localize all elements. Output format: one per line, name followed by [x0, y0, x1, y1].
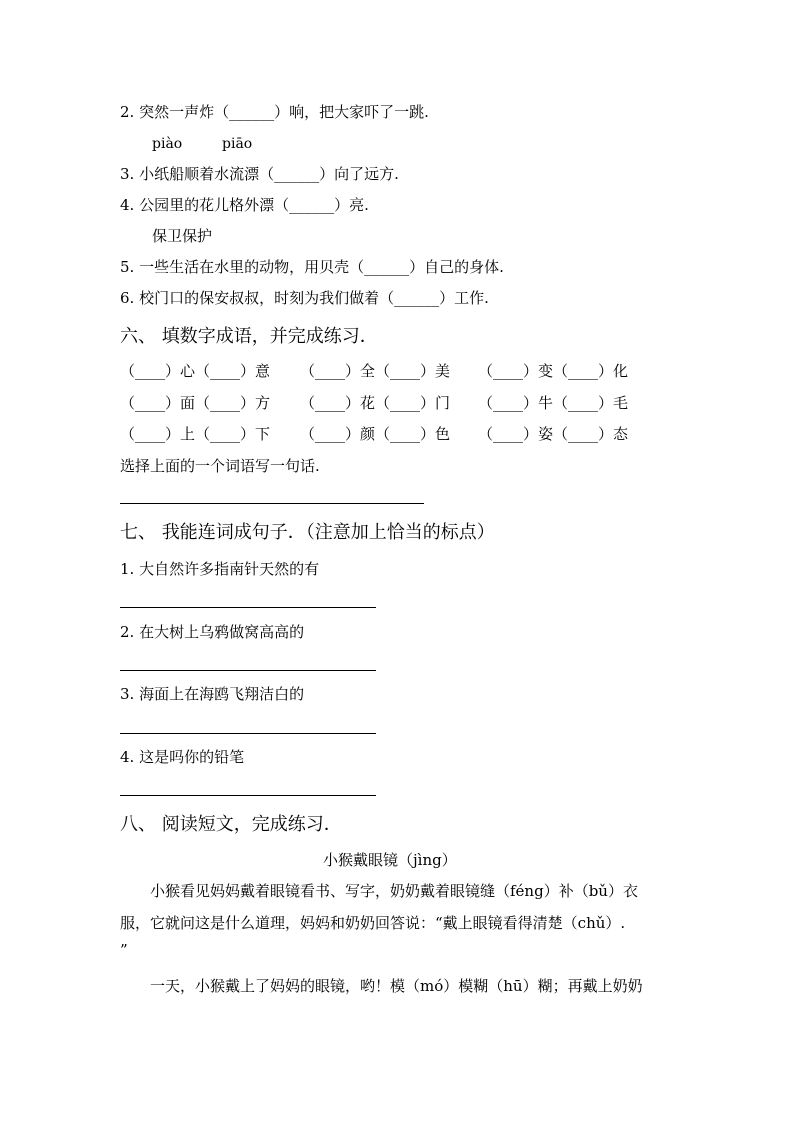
- idiom-blank[interactable]: （____）全（____）美: [300, 362, 451, 380]
- answer-line[interactable]: [120, 795, 376, 796]
- idiom-row-2: [120, 392, 640, 414]
- sentence-item-2: 2. 在大树上乌鸦做窝高高的: [120, 623, 305, 641]
- idiom-row-1: [120, 360, 640, 382]
- story-paragraph-1-line-1: 小猴看见妈妈戴着眼镜看书、写字，奶奶戴着眼镜缝（féng）补（bǔ）衣: [150, 882, 638, 900]
- section-8-title: 八、 阅读短文，完成练习．: [120, 814, 342, 835]
- story-paragraph-1-line-3: ”: [120, 941, 128, 959]
- section-6-title: 六、 填数字成语，并完成练习．: [120, 326, 378, 347]
- idiom-blank[interactable]: （____）上（____）下: [120, 425, 271, 443]
- pinyin-option-1: piào: [152, 136, 183, 152]
- idiom-blank[interactable]: （____）牛（____）毛: [478, 394, 629, 412]
- story-paragraph-1-line-2: 服，它就问这是什么道理，妈妈和奶奶回答说：“戴上眼镜看得清楚（chǔ）.: [120, 914, 626, 932]
- idiom-row-3: [120, 423, 640, 445]
- answer-line[interactable]: [120, 607, 376, 608]
- story-title: 小猴戴眼镜（jìng）: [323, 851, 457, 869]
- sentence-item-4: 4. 这是吗你的铅笔: [120, 748, 245, 766]
- question-2: 2. 突然一声炸（______）响，把大家吓了一跳.: [120, 103, 429, 121]
- answer-line[interactable]: [120, 733, 376, 734]
- question-3: 3. 小纸船顺着水流漂（______）向了远方.: [120, 165, 399, 183]
- sentence-item-3: 3. 海面上在海鸥飞翔洁白的: [120, 685, 305, 703]
- idiom-blank[interactable]: （____）颜（____）色: [300, 425, 451, 443]
- pinyin-option-2: piāo: [222, 136, 253, 152]
- word-options: 保卫保护: [152, 227, 213, 245]
- idiom-blank[interactable]: （____）变（____）化: [478, 362, 629, 380]
- section-6-instruction: 选择上面的一个词语写一句话.: [120, 457, 320, 475]
- idiom-blank[interactable]: （____）姿（____）态: [478, 425, 629, 443]
- answer-line[interactable]: [120, 503, 424, 504]
- answer-line[interactable]: [120, 670, 376, 671]
- sentence-item-1: 1. 大自然许多指南针天然的有: [120, 560, 320, 578]
- idiom-blank[interactable]: （____）花（____）门: [300, 394, 451, 412]
- idiom-blank[interactable]: （____）心（____）意: [120, 362, 271, 380]
- question-6: 6. 校门口的保安叔叔，时刻为我们做着（______）工作.: [120, 289, 489, 307]
- idiom-blank[interactable]: （____）面（____）方: [120, 394, 271, 412]
- section-7-title: 七、 我能连词成句子．（注意加上恰当的标点）: [120, 522, 495, 543]
- question-5: 5. 一些生活在水里的动物，用贝壳（______）自己的身体.: [120, 258, 504, 276]
- question-4: 4. 公园里的花儿格外漂（______）亮.: [120, 196, 369, 214]
- story-paragraph-2-line-1: 一天，小猴戴上了妈妈的眼镜，哟！模（mó）模糊（hū）糊；再戴上奶奶: [150, 977, 643, 995]
